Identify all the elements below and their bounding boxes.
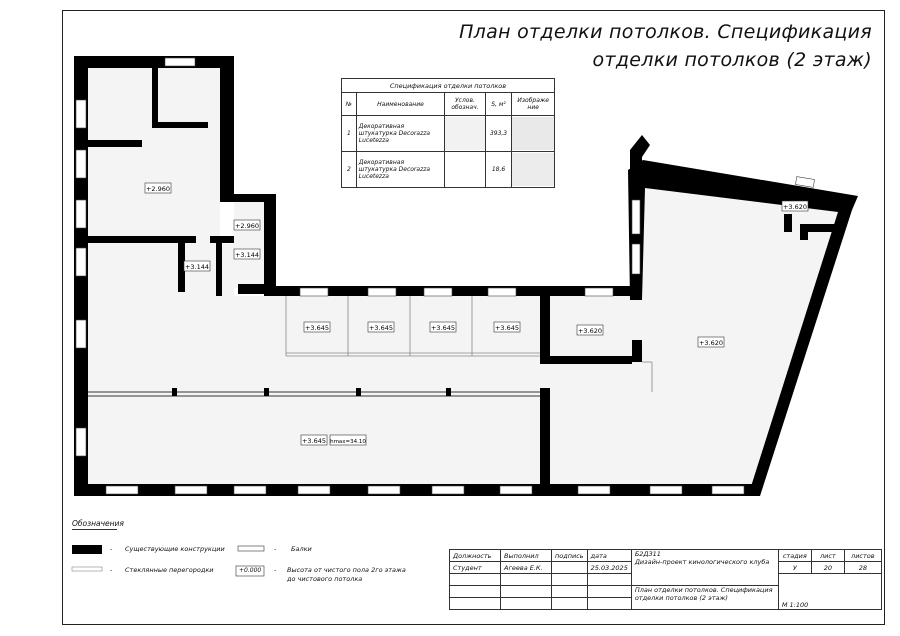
spec-row xyxy=(342,152,555,188)
stamp-project: Дизайн-проект кинологического клуба xyxy=(634,558,770,566)
legend-dash: - xyxy=(274,545,277,553)
room-label: +3.645 xyxy=(494,324,520,332)
spec-row-area: 18,6 xyxy=(485,152,512,188)
stamp-h-sheets: листов xyxy=(844,550,881,562)
spec-col-num: № xyxy=(342,93,357,116)
spec-row xyxy=(342,116,555,152)
stamp-date: 25.03.2025 xyxy=(587,562,631,574)
spec-row-num: 2 xyxy=(342,152,357,188)
legend-dash: - xyxy=(274,566,277,574)
title-block xyxy=(449,549,882,610)
legend-glass: Стеклянные перегородки xyxy=(125,566,214,574)
spec-row-symbol xyxy=(445,152,485,188)
spec-row-name: Декоративная штукатурка Decorazza Lucetezza xyxy=(356,152,445,188)
legend-title: Обозначения xyxy=(72,519,124,528)
stamp-sign xyxy=(552,562,588,574)
legend-dash: - xyxy=(110,545,113,553)
stamp-stage: У xyxy=(778,562,811,574)
legend-height-sample: +0.000 xyxy=(239,567,262,574)
room-label: +2.960 xyxy=(145,185,171,193)
stamp-project-cell xyxy=(631,550,778,586)
room-label: +3.144 xyxy=(234,251,260,259)
spec-col-area: S, м² xyxy=(485,93,512,116)
room-label: +3.620 xyxy=(782,203,808,211)
spec-row-num: 1 xyxy=(342,116,357,152)
legend-height-desc-1: Высота от чистого пола 2го этажа xyxy=(287,566,406,574)
stamp-name: Агеева Е.К. xyxy=(501,562,552,574)
stamp-role: Студент xyxy=(450,562,501,574)
stamp-h-done: Выполнил xyxy=(501,550,552,562)
room-label: +3.620 xyxy=(577,327,603,335)
drawing-title: План отделки потолков. Спецификация отделки потолков (2 этаж) xyxy=(459,21,872,71)
room-label: hmax=34.10 xyxy=(330,439,366,445)
spec-row-symbol xyxy=(445,116,485,152)
room-label: +3.645 xyxy=(301,437,327,445)
stamp-h-date: дата xyxy=(587,550,631,562)
room-label: +3.645 xyxy=(430,324,456,332)
spec-col-image: Изображе ние xyxy=(512,93,555,116)
stamp-code: Б2ДЗ11 xyxy=(634,550,661,558)
spec-row-area: 393,3 xyxy=(485,116,512,152)
spec-table xyxy=(341,78,555,188)
legend-beams: Балки xyxy=(291,545,312,553)
room-label: +3.620 xyxy=(698,339,724,347)
spec-col-symbol: Услов. обознач. xyxy=(445,93,485,116)
stamp-h-sign: подпись xyxy=(552,550,588,562)
room-label: +3.144 xyxy=(184,263,210,271)
stamp-sheets: 28 xyxy=(844,562,881,574)
stamp-sheet: 20 xyxy=(811,562,844,574)
legend-dash: - xyxy=(110,566,113,574)
stamp-h-role: Должность xyxy=(450,550,501,562)
spec-row-image xyxy=(512,152,555,188)
stamp-sheet-name: План отделки потолков. Спецификация отделки потолков (2 этаж) xyxy=(631,586,778,610)
legend-height-desc-2: до чистового потолка xyxy=(287,575,363,583)
stamp-scale-cell xyxy=(778,574,881,610)
spec-col-name: Наименование xyxy=(356,93,445,116)
room-label: +3.645 xyxy=(368,324,394,332)
stamp-scale: М 1:100 xyxy=(781,601,809,609)
stamp-h-stage: стадия xyxy=(778,550,811,562)
spec-row-image xyxy=(512,116,555,152)
room-label: +3.645 xyxy=(304,324,330,332)
legend-walls: Существующие конструкции xyxy=(125,545,225,553)
spec-row-name: Декоративная штукатурка Decorazza Lucetezza xyxy=(356,116,445,152)
legend-underline xyxy=(72,529,117,530)
stamp-h-sheet: лист xyxy=(811,550,844,562)
room-label: +2.960 xyxy=(234,222,260,230)
spec-caption: Спецификация отделки потолков xyxy=(342,79,555,93)
